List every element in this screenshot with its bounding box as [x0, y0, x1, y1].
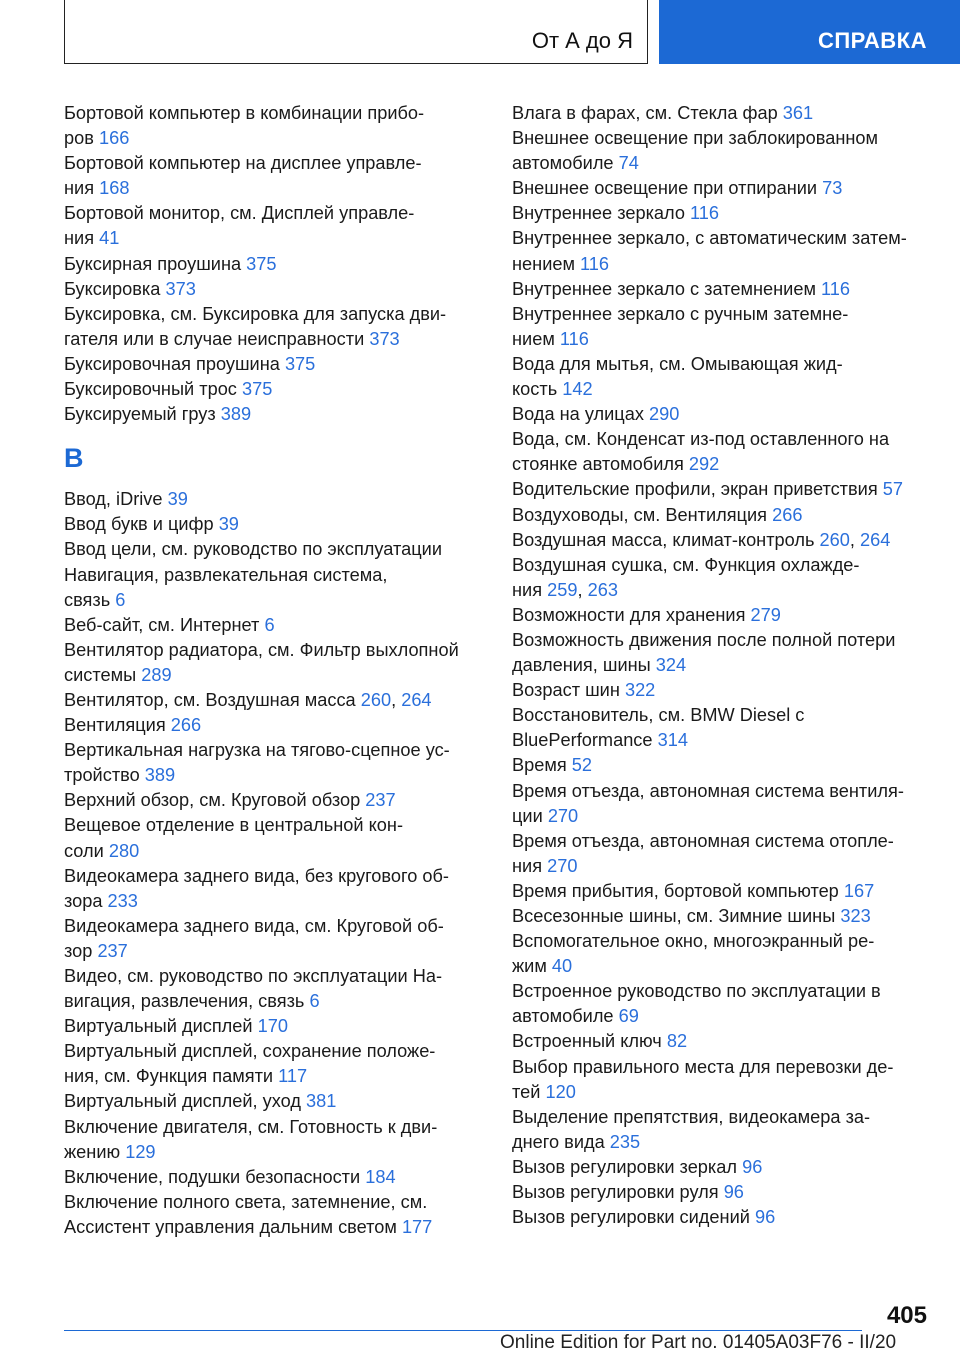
index-entry-text: Вызов регулировки зеркал — [512, 1156, 738, 1177]
index-entry-text: Воздуховоды, см. Вентиляция — [512, 504, 768, 525]
index-entry-text: Видеокамера заднего вида, см. Круговой об- — [64, 915, 444, 936]
page-reference-link[interactable]: 292 — [688, 454, 720, 475]
page-reference-link[interactable]: 270 — [547, 855, 578, 876]
index-entry-text: Включение, подушки безопасности — [64, 1166, 361, 1187]
index-entry-text: Влага в фарах, см. Стекла фар — [512, 103, 778, 123]
index-entry — [64, 1014, 484, 1039]
index-entry-text: Внутреннее зеркало, с автоматическим затем- — [512, 228, 907, 249]
page-reference-link[interactable]: 6 — [264, 614, 275, 635]
index-entry — [512, 1155, 932, 1180]
index-entry-text: Внешнее освещение при отпирании — [512, 178, 818, 199]
page-reference-link[interactable]: 373 — [369, 328, 400, 349]
index-entry — [64, 864, 484, 914]
page-reference-link[interactable]: 96 — [754, 1207, 776, 1228]
page-reference-link[interactable]: 233 — [107, 890, 138, 911]
page-reference-link[interactable]: 120 — [545, 1081, 576, 1102]
page-reference-link[interactable]: 322 — [624, 680, 656, 701]
index-entry-text: Вентилятор радиатора, см. Фильтр выхлопной — [64, 639, 459, 660]
index-entry-text: автомобиле — [512, 1006, 614, 1027]
index-entry-text: тройство — [64, 765, 140, 786]
page-reference-link[interactable]: 373 — [165, 278, 196, 299]
index-entry-text: Встроенный ключ — [512, 1031, 662, 1052]
index-entry: Воздушная масса, климат-контроль 260, 264 — [512, 529, 891, 550]
index-entry-text: Буксировка — [64, 278, 161, 299]
index-entry-text: жим — [512, 956, 547, 977]
page-reference-link[interactable]: 375 — [241, 379, 273, 400]
index-entry-text: Возможности для хранения — [512, 604, 746, 625]
index-entry-text: Воздушная сушка, см. Функция охлажде- — [512, 554, 860, 575]
index-entry-text: соли — [64, 840, 104, 861]
index-entry — [512, 427, 932, 477]
page-reference-link[interactable]: 280 — [108, 840, 140, 861]
index-entry-text: нением — [512, 253, 575, 274]
index-entry-text: Буксировочная проушина — [64, 353, 280, 374]
header-section-tab[interactable] — [659, 0, 960, 64]
index-entry — [64, 914, 484, 964]
index-entry-text: ния — [512, 579, 543, 600]
header-chapter-box — [64, 0, 648, 64]
index-entry — [512, 753, 932, 778]
index-entry-text: зор — [64, 940, 93, 961]
index-entry — [512, 703, 932, 753]
index-entry — [512, 201, 932, 226]
index-entry — [64, 1190, 484, 1240]
index-entry — [512, 979, 932, 1029]
page-reference-link[interactable]: 381 — [306, 1091, 337, 1112]
index-entry-text: Вызов регулировки сидений — [512, 1207, 750, 1228]
index-entry — [64, 302, 484, 352]
index-entry: Вентилятор, см. Воздушная масса 260, 264 — [64, 689, 432, 710]
index-entry — [64, 377, 484, 402]
index-entry-text: Внешнее освещение при заблокированном — [512, 128, 879, 149]
page-reference-link[interactable]: 361 — [782, 103, 814, 123]
footer-rule — [64, 1330, 862, 1331]
index-entry-text: Включение двигателя, см. Готовность к дви- — [64, 1116, 438, 1137]
index-entry-text: зора — [64, 890, 103, 911]
page-reference-link[interactable]: 96 — [723, 1182, 744, 1203]
index-entry-text: Всесезонные шины, см. Зимние шины — [512, 906, 836, 926]
index-entry-text: Время отъезда, автономная система вентиля- — [512, 780, 904, 801]
index-entry — [64, 402, 484, 427]
index-entry — [64, 487, 484, 512]
index-entry-text: Воздушная масса, климат-контроль — [512, 529, 815, 550]
page-reference-link[interactable]: 82 — [666, 1031, 688, 1052]
index-entry-text: жению — [64, 1141, 121, 1162]
index-entry-text: Буксирная проушина — [64, 253, 242, 274]
index-entry-text: Внутреннее зеркало с затемнением — [512, 278, 816, 299]
page-reference-link[interactable]: 6 — [115, 589, 126, 610]
index-entry — [512, 402, 932, 427]
index-entry-text: Вода для мытья, см. Омывающая жид- — [512, 353, 843, 374]
page-reference-link[interactable]: 259 — [547, 579, 578, 600]
page-reference-link[interactable]: 389 — [144, 765, 176, 786]
index-entry-text: Ассистент управления дальним светом — [64, 1216, 397, 1237]
index-entry-text: кость — [512, 379, 558, 400]
index-entry-text: давления, шины — [512, 655, 651, 676]
page-reference-link[interactable]: 184 — [365, 1166, 396, 1187]
page-reference-link[interactable]: 260 — [360, 689, 392, 710]
index-entry-text: Время прибытия, бортовой компьютер — [512, 880, 839, 901]
index-entry — [64, 1039, 484, 1089]
index-entry — [64, 813, 484, 863]
page-reference-link[interactable]: 117 — [278, 1066, 308, 1087]
index-entry-text: Встроенное руководство по эксплуатации в — [512, 981, 881, 1002]
index-entry-text: Возраст шин — [512, 680, 620, 701]
index-entry — [64, 252, 484, 277]
index-entry — [64, 512, 484, 537]
index-letter-heading: В — [64, 443, 84, 474]
page-reference-link[interactable]: 116 — [580, 253, 610, 274]
index-entry-text: Внутреннее зеркало — [512, 203, 685, 224]
index-entry-text: Буксировочный трос — [64, 379, 237, 400]
index-entry-text: Виртуальный дисплей, сохранение положе- — [64, 1041, 436, 1062]
index-entry-text: Верхний обзор, см. Круговой обзор — [64, 790, 361, 811]
index-entry — [64, 352, 484, 377]
index-entry-text: нием — [512, 328, 555, 349]
page-number: 405 — [886, 1302, 927, 1329]
index-entry — [64, 537, 484, 612]
index-entry — [512, 1055, 932, 1105]
index-entry — [64, 151, 484, 201]
index-entry — [64, 613, 484, 638]
page-reference-link[interactable]: 389 — [220, 404, 252, 425]
index-entry-text: вигация, развлечения, связь — [64, 991, 305, 1012]
index-entry — [64, 1165, 484, 1190]
index-entry-text: стоянке автомобиля — [512, 454, 684, 475]
page-reference-link[interactable]: 96 — [742, 1156, 763, 1177]
index-entry-text: ния — [64, 228, 95, 249]
page-reference-link[interactable]: 116 — [690, 203, 720, 224]
index-entry-text: Веб-сайт, см. Интернет — [64, 614, 260, 635]
index-entry — [512, 929, 932, 979]
index-entry-text: Вспомогательное окно, многоэкранный ре- — [512, 931, 875, 952]
page-reference-link[interactable]: 168 — [99, 178, 130, 199]
index-entry-text: Включение полного света, затемнение, см. — [64, 1191, 428, 1212]
page-reference-link[interactable]: 324 — [655, 655, 687, 676]
page-reference-link[interactable]: 290 — [649, 404, 680, 425]
index-entry-text: Вертикальная нагрузка на тягово-сцепное ус- — [64, 740, 450, 761]
index-entry-text: системы — [64, 664, 137, 685]
index-entry-text: Время отъезда, автономная система отопле- — [512, 830, 894, 851]
index-entry-text: тей — [512, 1081, 541, 1102]
index-entry-text: днего вида — [512, 1131, 605, 1152]
index-entry — [512, 779, 932, 829]
page-reference-link[interactable]: 52 — [571, 755, 593, 776]
index-entry-text: Бортовой компьютер на дисплее управле- — [64, 153, 422, 174]
page-reference-link[interactable]: 69 — [618, 1006, 639, 1027]
page-reference-link[interactable]: 74 — [618, 153, 639, 174]
page-reference-link[interactable]: 266 — [170, 715, 202, 736]
index-entry-text: Выделение препятствия, видеокамера за- — [512, 1106, 871, 1127]
index-entry — [512, 1029, 932, 1054]
index-entry-text: Бортовой монитор, см. Дисплей управле- — [64, 203, 415, 224]
index-entry — [64, 964, 484, 1014]
index-entry-text: Ввод цели, см. руководство по эксплуатации — [64, 539, 442, 560]
page-reference-link[interactable]: 41 — [99, 228, 120, 249]
page-reference-link[interactable]: 6 — [309, 991, 320, 1012]
index-entry — [512, 1180, 932, 1205]
index-entry-text: Видео, см. руководство по эксплуатации На- — [64, 966, 443, 986]
index-entry-text: Ввод букв и цифр — [64, 514, 214, 535]
page-reference-link[interactable]: 270 — [547, 805, 579, 826]
page-reference-link[interactable]: 264 — [860, 529, 891, 550]
index-entry-text: Ввод, iDrive — [64, 489, 163, 510]
index-entry — [64, 713, 484, 738]
index-entry — [64, 1115, 484, 1165]
index-entry-text: Время — [512, 755, 567, 776]
page-reference-link[interactable]: 166 — [98, 128, 130, 149]
page-reference-link[interactable]: 116 — [559, 328, 589, 349]
index-column-left — [64, 101, 484, 1240]
index-entry-text: Виртуальный дисплей, уход — [64, 1091, 301, 1112]
page-reference-link[interactable]: 266 — [772, 504, 803, 525]
page-reference-link[interactable]: 237 — [97, 940, 128, 961]
index-entry — [512, 277, 932, 302]
index-entry-text: BluePerformance — [512, 730, 653, 751]
page-reference-link[interactable]: 39 — [167, 489, 188, 510]
index-entry-text: Вода, см. Конденсат из-под оставленного на — [512, 429, 890, 450]
index-entry — [512, 1205, 932, 1230]
page-reference-link[interactable]: 167 — [843, 880, 875, 901]
page-reference-link[interactable]: 235 — [609, 1131, 641, 1152]
index-entry — [512, 628, 932, 678]
page-reference-link[interactable]: 375 — [246, 253, 277, 274]
page-reference-link[interactable]: 57 — [882, 479, 903, 500]
page-reference-link[interactable]: 40 — [551, 956, 573, 977]
page-reference-link[interactable]: 39 — [218, 514, 239, 535]
index-entry — [512, 678, 932, 703]
page-reference-link[interactable]: 260 — [819, 529, 850, 550]
index-entry-text: Вещевое отделение в центральной кон- — [64, 815, 404, 836]
index-entry-text: Возможность движения после полной потери — [512, 629, 896, 650]
header-section-title: СПРАВКА — [817, 28, 927, 53]
page-reference-link[interactable]: 73 — [822, 178, 843, 199]
index-entry-text: Внутреннее зеркало с ручным затемне- — [512, 303, 849, 324]
page-reference-link[interactable]: 289 — [141, 664, 172, 685]
page-reference-link[interactable]: 263 — [587, 579, 618, 600]
index-entry — [512, 603, 932, 628]
index-entry-text: Видеокамера заднего вида, без кругового об- — [64, 865, 449, 886]
index-entry-text: ния — [512, 855, 543, 876]
index-entry — [512, 352, 932, 402]
index-entry — [64, 201, 484, 251]
index-entry-text: ния — [64, 178, 95, 199]
index-entry — [64, 101, 484, 151]
page-reference-link[interactable]: 323 — [840, 906, 871, 926]
index-entry — [512, 226, 932, 276]
page-reference-link[interactable]: 279 — [750, 604, 781, 625]
index-entry-text: ния, см. Функция памяти — [64, 1066, 274, 1087]
page-reference-link[interactable]: 177 — [401, 1216, 433, 1237]
index-entry-text: Выбор правильного места для перевозки де- — [512, 1056, 894, 1077]
index-entry-text: Вентилятор, см. Воздушная масса — [64, 689, 356, 710]
index-entry: Воздушная сушка, см. Функция охлажде- ния 259, 263 — [512, 554, 860, 600]
index-entry-text: Восстановитель, см. BMW Diesel с — [512, 705, 805, 726]
index-entry-text: Буксируемый груз — [64, 404, 216, 425]
index-entry-text: Навигация, развлекательная система, — [64, 564, 388, 585]
index-column-right — [512, 101, 932, 1230]
index-entry — [64, 638, 484, 688]
header-chapter-title: От А до Я — [531, 28, 633, 53]
index-entry — [512, 126, 932, 176]
index-entry-text: Виртуальный дисплей — [64, 1016, 253, 1037]
page-reference-link[interactable]: 375 — [284, 353, 316, 374]
index-entry — [512, 176, 932, 201]
page-reference-link[interactable]: 264 — [401, 689, 432, 710]
index-entry-text: Буксировка, см. Буксировка для запуска дви- — [64, 303, 447, 324]
index-entry-text: Бортовой компьютер в комбинации прибо- — [64, 103, 425, 123]
index-entry — [512, 1105, 932, 1155]
index-entry-text: Вызов регулировки руля — [512, 1182, 719, 1203]
index-entry-text: Водительские профили, экран приветствия — [512, 479, 878, 500]
page-reference-link[interactable]: 129 — [125, 1141, 156, 1162]
index-entry — [512, 879, 932, 904]
index-entry-text: гателя или в случае неисправности — [64, 328, 365, 349]
page-reference-link[interactable]: 314 — [657, 730, 688, 751]
index-entry-text: Вентиляция — [64, 715, 166, 736]
index-entry-text: Вода на улицах — [512, 404, 644, 425]
index-entry — [64, 738, 484, 788]
index-entry — [512, 503, 932, 528]
page-reference-link[interactable]: 170 — [257, 1016, 288, 1037]
index-entry-text: ров — [64, 128, 94, 149]
index-entry — [512, 904, 932, 929]
page-reference-link[interactable]: 237 — [365, 790, 396, 811]
index-entry — [512, 829, 932, 879]
page-reference-link[interactable]: 142 — [562, 379, 593, 400]
index-entry — [64, 1089, 484, 1114]
index-entry-text: связь — [64, 589, 111, 610]
index-entry — [64, 788, 484, 813]
footer-edition: Online Edition for Part no. 01405A03F76 - II/20 — [500, 1332, 897, 1353]
index-entry — [512, 477, 932, 502]
index-entry — [512, 101, 932, 126]
index-entry — [512, 302, 932, 352]
index-entry-text: автомобиле — [512, 153, 614, 174]
index-entry — [64, 277, 484, 302]
page-reference-link[interactable]: 116 — [821, 278, 851, 299]
index-entry-text: ции — [512, 805, 543, 826]
